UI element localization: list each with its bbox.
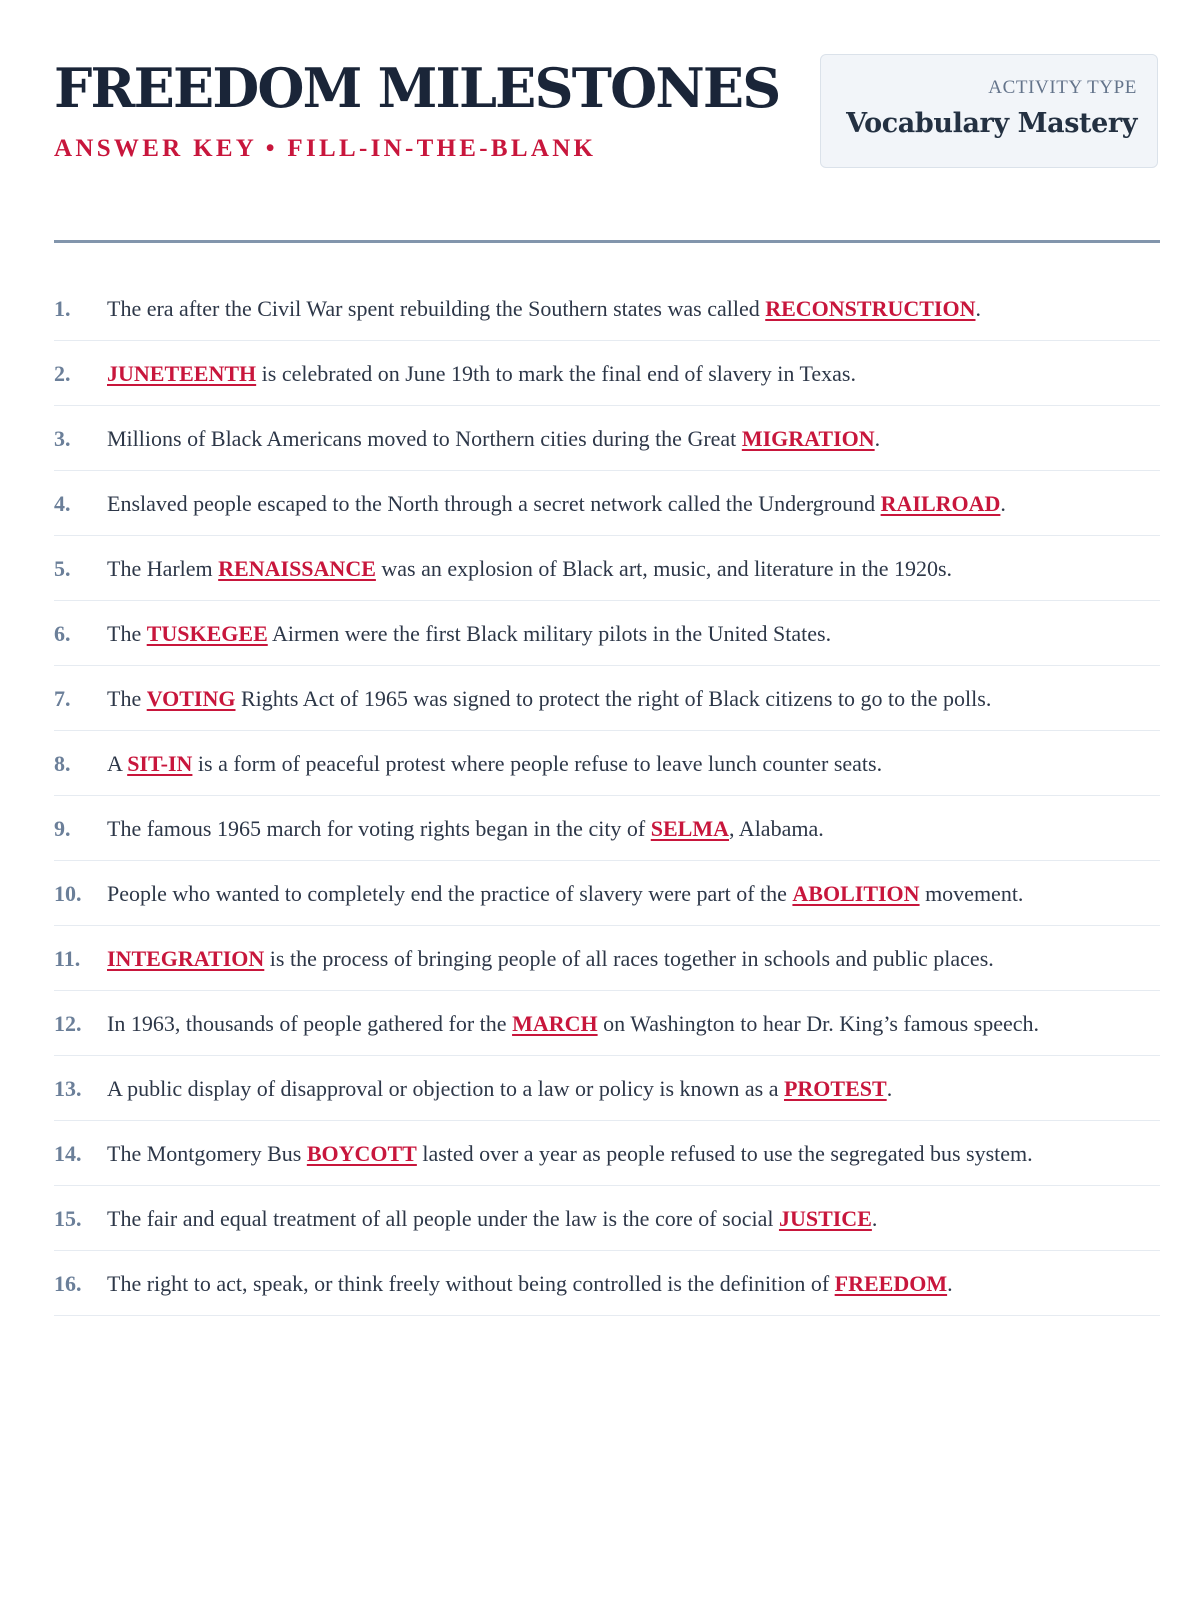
question-text-after: . xyxy=(886,1076,893,1101)
question-text xyxy=(107,617,1160,651)
page-subtitle: ANSWER KEY • FILL-IN-THE-BLANK xyxy=(54,135,597,162)
question-number: 14. xyxy=(54,1141,82,1166)
question-text-after: . xyxy=(947,1271,953,1296)
question-number: 9. xyxy=(54,816,71,841)
answer-word: MIGRATION xyxy=(741,426,875,451)
question-text xyxy=(107,422,1160,456)
answer-word: FREEDOM xyxy=(834,1271,948,1296)
answer-word: JUNETEENTH xyxy=(107,361,257,386)
answer-word: SIT-IN xyxy=(127,751,193,776)
question-item xyxy=(54,666,1160,731)
answer-word: PROTEST xyxy=(783,1076,887,1101)
question-text xyxy=(107,877,1160,911)
question-text xyxy=(107,1267,1160,1301)
question-text xyxy=(107,1007,1160,1041)
question-number: 2. xyxy=(54,361,71,386)
question-text-after: . xyxy=(975,296,981,321)
answer-word: JUSTICE xyxy=(778,1206,872,1231)
question-text-before: The Harlem xyxy=(107,556,219,581)
answer-word: SELMA xyxy=(650,816,730,841)
question-item xyxy=(54,861,1160,926)
answer-word: TUSKEGEE xyxy=(146,621,268,646)
activity-type-value: Vocabulary Mastery xyxy=(846,108,1137,139)
question-item xyxy=(54,536,1160,601)
question-text xyxy=(107,942,1160,976)
question-text xyxy=(107,812,1160,846)
question-text xyxy=(107,357,1160,391)
page-title: FREEDOM MILESTONES xyxy=(54,56,780,120)
question-item xyxy=(54,1251,1160,1316)
question-item xyxy=(54,1186,1160,1251)
answer-word: MARCH xyxy=(512,1011,598,1036)
question-number: 8. xyxy=(54,751,71,776)
question-text xyxy=(107,292,1160,326)
question-number: 4. xyxy=(54,491,71,516)
question-text-before: In 1963, thousands of people gathered for the xyxy=(107,1011,513,1036)
question-number: 11. xyxy=(54,946,81,971)
question-number: 3. xyxy=(54,426,71,451)
question-item xyxy=(54,601,1160,666)
answer-word: INTEGRATION xyxy=(107,946,265,971)
answer-word: RENAISSANCE xyxy=(218,556,376,581)
question-text-before: The right to act, speak, or think freely without being controlled is the definition of xyxy=(107,1271,835,1296)
question-text-after: is celebrated on June 19th to mark the final end of slavery in Texas. xyxy=(256,361,856,386)
question-list xyxy=(54,276,1160,1316)
question-number: 5. xyxy=(54,556,71,581)
question-text-after: . xyxy=(874,426,881,451)
question-item xyxy=(54,341,1160,406)
question-item xyxy=(54,926,1160,991)
question-text-after: was an explosion of Black art, music, and literature in the 1920s. xyxy=(375,556,953,581)
question-text-before: The xyxy=(107,621,147,646)
question-text-before: The fair and equal treatment of all people under the law is the core of social xyxy=(107,1206,779,1231)
question-item xyxy=(54,796,1160,861)
question-number: 1. xyxy=(54,296,71,321)
answer-word: RAILROAD xyxy=(880,491,1001,516)
question-item xyxy=(54,406,1160,471)
activity-type-box xyxy=(820,54,1158,168)
question-text-before: The Montgomery Bus xyxy=(107,1141,307,1166)
question-text xyxy=(107,1137,1160,1171)
question-text-after: , Alabama. xyxy=(729,816,824,841)
question-text-before: People who wanted to completely end the practice of slavery were part of the xyxy=(107,881,793,906)
header-divider xyxy=(54,240,1160,243)
question-text-after: Rights Act of 1965 was signed to protect the right of Black citizens to go to the polls. xyxy=(235,686,992,711)
answer-word: BOYCOTT xyxy=(306,1141,417,1166)
question-text xyxy=(107,1202,1160,1236)
question-text xyxy=(107,682,1160,716)
question-item xyxy=(54,471,1160,536)
question-number: 12. xyxy=(54,1011,82,1036)
question-number: 10. xyxy=(54,881,82,906)
question-text xyxy=(107,487,1160,521)
activity-type-label: ACTIVITY TYPE xyxy=(988,77,1137,98)
question-text-after: is a form of peaceful protest where people refuse to leave lunch counter seats. xyxy=(192,751,883,776)
question-text-after: movement. xyxy=(919,881,1024,906)
question-number: 16. xyxy=(54,1271,82,1296)
question-text-before: Millions of Black Americans moved to Northern cities during the Great xyxy=(107,426,742,451)
question-number: 6. xyxy=(54,621,71,646)
question-item xyxy=(54,1121,1160,1186)
question-text-before: The famous 1965 march for voting rights began in the city of xyxy=(107,816,651,841)
question-text-before: Enslaved people escaped to the North through a secret network called the Underground xyxy=(107,491,881,516)
question-text-before: The xyxy=(107,686,147,711)
answer-word: ABOLITION xyxy=(792,881,920,906)
question-text-before: A xyxy=(107,751,128,776)
question-text-after: . xyxy=(1000,491,1006,516)
question-number: 7. xyxy=(54,686,71,711)
answer-word: RECONSTRUCTION xyxy=(765,296,976,321)
answer-word: VOTING xyxy=(146,686,236,711)
question-number: 13. xyxy=(54,1076,82,1101)
question-text xyxy=(107,1072,1160,1106)
question-item xyxy=(54,1056,1160,1121)
question-text-before: The era after the Civil War spent rebuilding the Southern states was called xyxy=(107,296,766,321)
question-text-after: . xyxy=(871,1206,878,1231)
question-text-after: is the process of bringing people of all races together in schools and public places. xyxy=(264,946,994,971)
question-text-after: Airmen were the first Black military pilots in the United States. xyxy=(267,621,832,646)
question-item xyxy=(54,731,1160,796)
question-text-after: on Washington to hear Dr. King’s famous speech. xyxy=(597,1011,1040,1036)
question-text xyxy=(107,552,1160,586)
question-item xyxy=(54,276,1160,341)
question-text xyxy=(107,747,1160,781)
question-number: 15. xyxy=(54,1206,82,1231)
question-text-after: lasted over a year as people refused to use the segregated bus system. xyxy=(416,1141,1033,1166)
question-text-before: A public display of disapproval or objection to a law or policy is known as a xyxy=(107,1076,784,1101)
question-item xyxy=(54,991,1160,1056)
